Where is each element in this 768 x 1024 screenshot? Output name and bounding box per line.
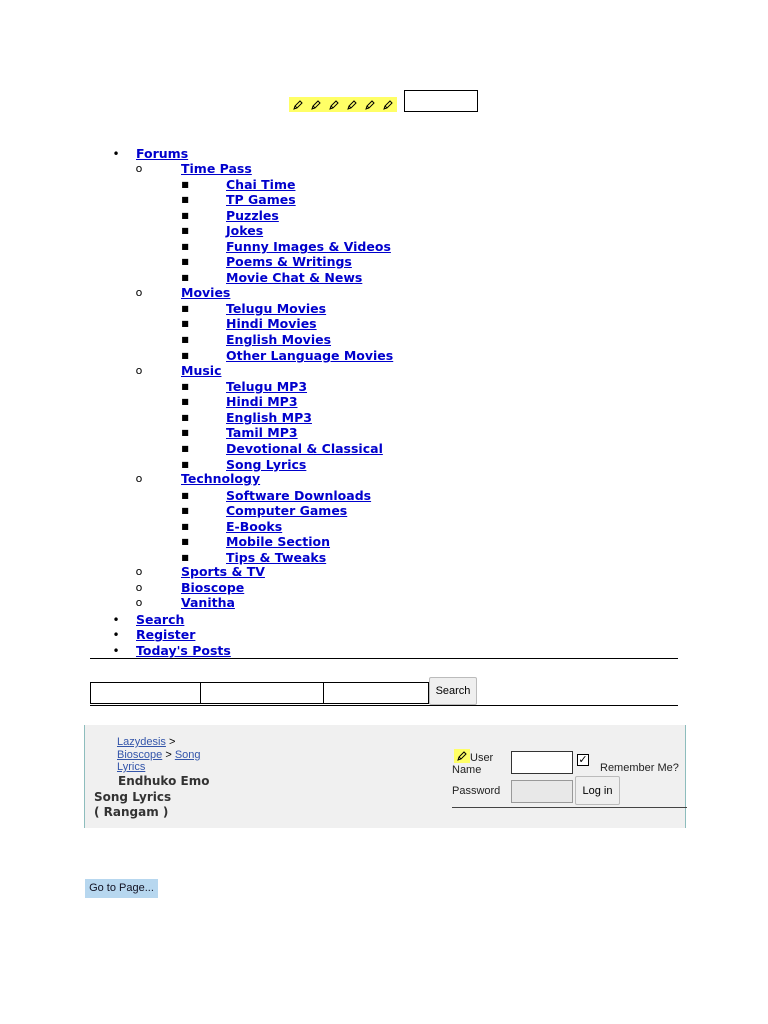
search-field-3[interactable] <box>323 682 429 704</box>
link-vanitha[interactable]: Vanitha <box>181 595 235 610</box>
link-telugu-mp3[interactable]: Telugu MP3 <box>226 379 308 394</box>
divider <box>90 658 678 659</box>
link-funny-images-videos[interactable]: Funny Images & Videos <box>226 239 391 254</box>
link-forums[interactable]: Forums <box>136 146 189 161</box>
search-bar <box>90 680 678 706</box>
breadcrumb-lazydesis[interactable]: Lazydesis <box>117 736 166 748</box>
breadcrumb-line-1 <box>117 736 175 749</box>
link-search[interactable]: Search <box>136 612 185 627</box>
link-mobile-section[interactable]: Mobile Section <box>226 534 331 549</box>
link-poems-writings[interactable]: Poems & Writings <box>226 254 352 269</box>
pencil-icon <box>289 97 307 112</box>
link-hindi-movies[interactable]: Hindi Movies <box>226 316 317 331</box>
pencil-icon <box>325 97 343 112</box>
link-jokes[interactable]: Jokes <box>226 223 264 238</box>
username-label-2: Name <box>452 764 482 776</box>
search-field-2[interactable] <box>200 682 324 704</box>
login-button[interactable]: Log in <box>575 776 620 805</box>
breadcrumb-lyrics[interactable]: Lyrics <box>117 761 146 773</box>
link-register[interactable]: Register <box>136 627 196 642</box>
link-english-movies[interactable]: English Movies <box>226 332 332 347</box>
link-bioscope[interactable]: Bioscope <box>181 580 245 595</box>
pencil-icon <box>343 97 361 112</box>
go-to-page-button[interactable]: Go to Page... <box>85 879 158 898</box>
breadcrumb-separator: > <box>168 736 176 748</box>
link-e-books[interactable]: E-Books <box>226 519 283 534</box>
link-tp-games[interactable]: TP Games <box>226 192 296 207</box>
password-label: Password <box>452 785 501 797</box>
breadcrumb-song[interactable]: Song <box>174 749 201 761</box>
link-devotional-classical[interactable]: Devotional & Classical <box>226 441 383 456</box>
breadcrumb-separator: > <box>165 749 172 761</box>
icon-strip <box>289 97 397 112</box>
link-puzzles[interactable]: Puzzles <box>226 208 279 223</box>
link-computer-games[interactable]: Computer Games <box>226 503 348 518</box>
remember-me-checkbox[interactable]: ✓ <box>578 753 588 766</box>
divider <box>90 705 678 706</box>
link-todays-posts[interactable]: Today's Posts <box>136 643 231 658</box>
breadcrumb-line-3 <box>117 761 145 774</box>
top-input-box[interactable] <box>404 90 478 112</box>
link-hindi-mp3[interactable]: Hindi MP3 <box>226 394 298 409</box>
link-time-pass[interactable]: Time Pass <box>181 161 252 176</box>
link-other-language-movies[interactable]: Other Language Movies <box>226 348 394 363</box>
link-tips-tweaks[interactable]: Tips & Tweaks <box>226 550 327 565</box>
link-sports-tv[interactable]: Sports & TV <box>181 564 265 579</box>
thread-header-panel <box>84 725 686 828</box>
thread-title-line-2: Song Lyrics <box>94 790 172 804</box>
divider <box>452 807 687 808</box>
pencil-icon <box>361 97 379 112</box>
username-input[interactable] <box>511 751 573 774</box>
link-movie-chat-news[interactable]: Movie Chat & News <box>226 270 363 285</box>
pencil-icon <box>379 97 397 112</box>
thread-title-line-3: ( Rangam ) <box>94 805 169 819</box>
link-english-mp3[interactable]: English MP3 <box>226 410 312 425</box>
link-technology[interactable]: Technology <box>181 471 261 486</box>
link-movies[interactable]: Movies <box>181 285 231 300</box>
remember-me-label: Remember Me? <box>600 762 679 774</box>
username-label-1: User <box>470 752 494 764</box>
link-chai-time[interactable]: Chai Time <box>226 177 296 192</box>
thread-title-line-1: Endhuko Emo <box>118 774 210 788</box>
link-song-lyrics[interactable]: Song Lyrics <box>226 457 307 472</box>
forum-nav: • Forums o Time Pass ■ Chai Time ■ TP Games ■ Puzzles ■ Jokes ■ Funny Images & Videos ■ Poems & Writings ■ Movie Chat & News o Movies ■ Telugu Movies ■ Hindi Movies ■ English Movies ■ Other Language Movies o Music ■ Telugu MP3 ■ Hindi MP3 ■ English MP3 ■ Tamil MP3 ■ Devotional & Classical ■ Song Lyrics o Technology ■ Software Downloads ■ Computer Games ■ E-Books ■ Mobile Section ■ Tips & Tweaks o Sports & TV o Bioscope o Vanitha • Search • Register • Today's Posts <box>112 146 394 658</box>
link-software-downloads[interactable]: Software Downloads <box>226 488 372 503</box>
password-input[interactable] <box>511 780 573 803</box>
link-telugu-movies[interactable]: Telugu Movies <box>226 301 327 316</box>
search-button[interactable]: Search <box>429 677 477 705</box>
pencil-icon <box>454 749 470 763</box>
search-field-1[interactable] <box>90 682 201 704</box>
breadcrumb-bioscope[interactable]: Bioscope <box>117 749 163 761</box>
link-music[interactable]: Music <box>181 363 222 378</box>
pencil-icon <box>307 97 325 112</box>
link-tamil-mp3[interactable]: Tamil MP3 <box>226 425 298 440</box>
